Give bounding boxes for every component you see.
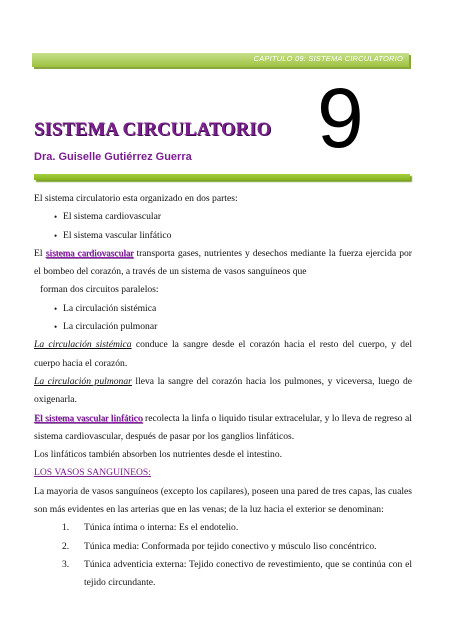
layers-list (34, 519, 412, 592)
list-item: • El sistema vascular linfático (34, 227, 412, 245)
chapter-header-bar (32, 53, 409, 67)
pulmonary-text: lleva la sangre del corazón hacia los pulmones, y viceversa, luego de oxigenarla. (34, 375, 413, 406)
list-item (34, 556, 412, 593)
cardio-text: transporta gases, nutrientes y desechos mediante la fuerza ejercida por el bombeo del corazón, a través de un sistema de vasos sanguíneos que (34, 247, 412, 278)
circuits-list (34, 300, 412, 337)
list-item: • La circulación pulmonar (34, 318, 412, 336)
systemic-paragraph (34, 336, 412, 373)
intro-paragraph: El sistema circulatorio esta organizado en dos partes: (34, 193, 238, 204)
author-name: Dra. Guiselle Gutiérrez Guerra (34, 151, 192, 163)
list-item (34, 519, 412, 537)
lymphatic-text: recolecta la linfa o liquido tisular extracelular, y lo lleva de regreso al sistema cardiovascular, después de pasar por los ganglios linfáticos. (34, 412, 412, 442)
section-heading-vessels: LOS VASOS SANGUINEOS: (34, 467, 151, 479)
cardiovascular-paragraph (34, 245, 412, 282)
list-text: Túnica adventicia externa: Tejido conectivo de revestimiento, que se continúa con el tejido circundante. (84, 558, 412, 589)
cardio-line2: forman dos circuitos paralelos: (40, 284, 159, 296)
chapter-header-label: CAPITULO 09: SISTEMA CIRCULATORIO (253, 54, 403, 63)
list-number: 2. (62, 540, 70, 552)
list-item: • El sistema cardiovascular (34, 208, 412, 226)
list-number: 3. (62, 558, 70, 570)
title-divider (34, 174, 410, 180)
chapter-title: SISTEMA CIRCULATORIO (34, 120, 272, 140)
pulmonary-term: La circulación pulmonar (34, 375, 132, 387)
list-text: Túnica íntima o interna: Es el endotelio. (84, 522, 239, 534)
vessels-paragraph: La mayoria de vasos sanguíneos (excepto los capilares), poseen una pared de tres capas, las cuales son más evidentes en las arterias que en las venas; de la luz hacia el exterior se denominan: (34, 485, 412, 516)
list-item: • La circulación sistémica (34, 300, 412, 318)
systemic-term: La circulación sistémica (34, 339, 132, 351)
systemic-text: conduce la sangre desde el corazón hacia el resto del cuerpo, y del cuerpo hacia el corazón. (34, 339, 412, 369)
document-body (34, 190, 412, 593)
lymphatic-term: El sistema vascular linfático (34, 412, 143, 424)
lymphatic-paragraph (34, 410, 412, 447)
list-item (34, 538, 412, 556)
lymphatic-nutrients: Los linfáticos también absorben los nutrientes desde el intestino. (34, 449, 283, 461)
pulmonary-paragraph (34, 373, 412, 410)
list-number: 1. (62, 522, 70, 534)
cardio-pre: El (34, 247, 46, 259)
chapter-number: 9 (317, 71, 364, 165)
parts-list (34, 208, 412, 245)
cardio-term: sistema cardiovascular (45, 247, 134, 259)
list-text: Túnica media: Conformada por tejido conectivo y músculo liso concéntrico. (84, 540, 377, 552)
